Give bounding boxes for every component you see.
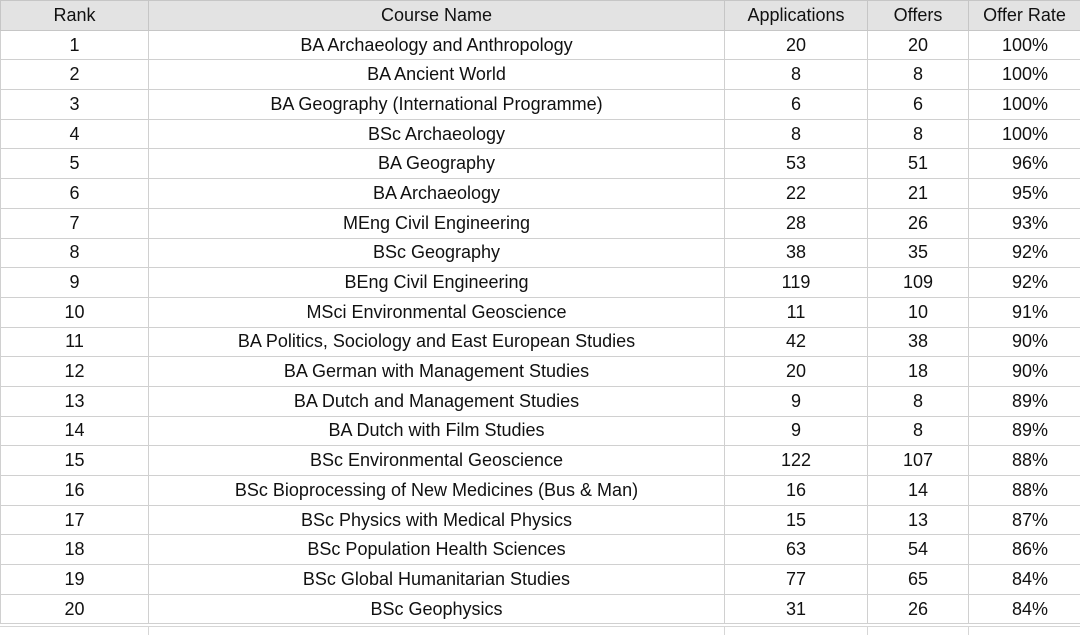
cell-offers[interactable]: 109 xyxy=(868,268,969,298)
cell-rank[interactable]: 7 xyxy=(1,208,149,238)
cell-course-name[interactable]: BA Geography (International Programme) xyxy=(149,90,725,120)
cell-applications[interactable]: 20 xyxy=(725,30,868,60)
cell-offers[interactable]: 26 xyxy=(868,208,969,238)
cell-applications[interactable]: 31 xyxy=(725,594,868,624)
table-row xyxy=(1,357,1080,387)
header-applications[interactable]: Applications xyxy=(725,1,868,31)
cell-rank[interactable]: 16 xyxy=(1,476,149,506)
cell-applications[interactable]: 122 xyxy=(725,446,868,476)
header-offers[interactable]: Offers xyxy=(868,1,969,31)
table-row xyxy=(1,476,1080,506)
table-row xyxy=(1,505,1080,535)
cell-offers[interactable]: 8 xyxy=(868,386,969,416)
cell-offer-rate[interactable]: 87% xyxy=(969,505,1080,535)
table-row xyxy=(1,149,1080,179)
cell-rank[interactable]: 9 xyxy=(1,268,149,298)
header-row xyxy=(1,1,1080,31)
cell-applications[interactable]: 38 xyxy=(725,238,868,268)
cell-offer-rate[interactable]: 91% xyxy=(969,297,1080,327)
cell-applications[interactable]: 15 xyxy=(725,505,868,535)
cell-applications[interactable]: 53 xyxy=(725,149,868,179)
cell-rank[interactable]: 15 xyxy=(1,446,149,476)
cell-applications[interactable]: 42 xyxy=(725,327,868,357)
cell-course-name[interactable]: BA Archaeology and Anthropology xyxy=(149,30,725,60)
cell-rank[interactable]: 20 xyxy=(1,594,149,624)
cell-offers[interactable]: 54 xyxy=(868,535,969,565)
cell-offer-rate[interactable]: 88% xyxy=(969,476,1080,506)
cell-offer-rate[interactable]: 100% xyxy=(969,60,1080,90)
cell-offers[interactable]: 21 xyxy=(868,179,969,209)
cell-offers[interactable]: 51 xyxy=(868,149,969,179)
cell-course-name[interactable]: BA Geography xyxy=(149,149,725,179)
table-row xyxy=(1,238,1080,268)
cell-course-name[interactable]: BSc Physics with Medical Physics xyxy=(149,505,725,535)
cell-course-name[interactable]: BSc Global Humanitarian Studies xyxy=(149,565,725,595)
table-row xyxy=(1,535,1080,565)
table-row xyxy=(1,268,1080,298)
cell-offer-rate[interactable]: 90% xyxy=(969,357,1080,387)
cell-offers[interactable]: 18 xyxy=(868,357,969,387)
table-body xyxy=(1,30,1080,624)
cell-offer-rate[interactable]: 88% xyxy=(969,446,1080,476)
table-row xyxy=(1,594,1080,624)
cell-rank[interactable]: 12 xyxy=(1,357,149,387)
cell-offer-rate[interactable]: 100% xyxy=(969,119,1080,149)
cell-offers[interactable]: 13 xyxy=(868,505,969,535)
cell-rank[interactable]: 5 xyxy=(1,149,149,179)
cell-rank[interactable]: 6 xyxy=(1,179,149,209)
header-offer-rate[interactable]: Offer Rate xyxy=(969,1,1080,31)
cell-applications[interactable]: 16 xyxy=(725,476,868,506)
cell-offers[interactable]: 10 xyxy=(868,297,969,327)
cell-course-name[interactable]: BSc Bioprocessing of New Medicines (Bus & Man) xyxy=(149,476,725,506)
cell-offer-rate[interactable]: 86% xyxy=(969,535,1080,565)
cell-applications[interactable]: 28 xyxy=(725,208,868,238)
table-row xyxy=(1,386,1080,416)
cell-applications[interactable]: 63 xyxy=(725,535,868,565)
header-rank[interactable]: Rank xyxy=(1,1,149,31)
cell-offers[interactable]: 8 xyxy=(868,119,969,149)
cell-offers[interactable]: 14 xyxy=(868,476,969,506)
cell-offers[interactable]: 8 xyxy=(868,416,969,446)
cell-course-name[interactable]: BSc Archaeology xyxy=(149,119,725,149)
cell-rank[interactable]: 18 xyxy=(1,535,149,565)
cell-rank[interactable]: 2 xyxy=(1,60,149,90)
cell-offer-rate[interactable]: 89% xyxy=(969,386,1080,416)
cell-offer-rate[interactable]: 100% xyxy=(969,30,1080,60)
cell-offer-rate[interactable]: 92% xyxy=(969,238,1080,268)
cell-offers[interactable]: 8 xyxy=(868,60,969,90)
cell-offer-rate[interactable]: 92% xyxy=(969,268,1080,298)
table-row xyxy=(1,179,1080,209)
cell-rank[interactable]: 17 xyxy=(1,505,149,535)
cell-course-name[interactable]: BA Ancient World xyxy=(149,60,725,90)
table-row xyxy=(1,30,1080,60)
table-row xyxy=(1,297,1080,327)
cell-offer-rate[interactable]: 84% xyxy=(969,594,1080,624)
cell-course-name[interactable]: BA Dutch and Management Studies xyxy=(149,386,725,416)
cell-rank[interactable]: 10 xyxy=(1,297,149,327)
cell-offer-rate[interactable]: 100% xyxy=(969,90,1080,120)
cell-offers[interactable]: 107 xyxy=(868,446,969,476)
table-row xyxy=(1,119,1080,149)
table-row xyxy=(1,90,1080,120)
cell-applications[interactable]: 9 xyxy=(725,386,868,416)
cell-offer-rate[interactable]: 84% xyxy=(969,565,1080,595)
cell-rank[interactable]: 14 xyxy=(1,416,149,446)
table-header xyxy=(1,1,1080,31)
cell-applications[interactable]: 77 xyxy=(725,565,868,595)
cell-applications[interactable]: 6 xyxy=(725,90,868,120)
cell-course-name[interactable]: MSci Environmental Geoscience xyxy=(149,297,725,327)
table-row xyxy=(1,208,1080,238)
cell-offer-rate[interactable]: 96% xyxy=(969,149,1080,179)
cell-offer-rate[interactable]: 93% xyxy=(969,208,1080,238)
cell-rank[interactable]: 3 xyxy=(1,90,149,120)
cell-applications[interactable]: 119 xyxy=(725,268,868,298)
table-row xyxy=(1,416,1080,446)
cell-course-name[interactable]: BA Dutch with Film Studies xyxy=(149,416,725,446)
cell-course-name[interactable]: BSc Geophysics xyxy=(149,594,725,624)
cell-offers[interactable]: 20 xyxy=(868,30,969,60)
cell-rank[interactable]: 13 xyxy=(1,386,149,416)
cell-offers[interactable]: 65 xyxy=(868,565,969,595)
cell-applications[interactable]: 22 xyxy=(725,179,868,209)
cell-course-name[interactable]: BEng Civil Engineering xyxy=(149,268,725,298)
cell-course-name[interactable]: MEng Civil Engineering xyxy=(149,208,725,238)
cell-course-name[interactable]: BA German with Management Studies xyxy=(149,357,725,387)
cell-rank[interactable]: 4 xyxy=(1,119,149,149)
cell-rank[interactable]: 8 xyxy=(1,238,149,268)
cell-offer-rate[interactable]: 89% xyxy=(969,416,1080,446)
cell-offer-rate[interactable]: 90% xyxy=(969,327,1080,357)
table-row xyxy=(1,565,1080,595)
cell-course-name[interactable]: BSc Population Health Sciences xyxy=(149,535,725,565)
cell-applications[interactable]: 8 xyxy=(725,119,868,149)
table-row xyxy=(1,60,1080,90)
cell-course-name[interactable]: BA Archaeology xyxy=(149,179,725,209)
cell-offers[interactable]: 35 xyxy=(868,238,969,268)
cell-applications[interactable]: 9 xyxy=(725,416,868,446)
table-row xyxy=(1,446,1080,476)
cell-applications[interactable]: 11 xyxy=(725,297,868,327)
cell-applications[interactable]: 8 xyxy=(725,60,868,90)
cell-offers[interactable]: 38 xyxy=(868,327,969,357)
header-course-name[interactable]: Course Name xyxy=(149,1,725,31)
cell-rank[interactable]: 1 xyxy=(1,30,149,60)
cell-offers[interactable]: 26 xyxy=(868,594,969,624)
cell-offer-rate[interactable]: 95% xyxy=(969,179,1080,209)
cell-rank[interactable]: 11 xyxy=(1,327,149,357)
cell-rank[interactable]: 19 xyxy=(1,565,149,595)
cell-offers[interactable]: 6 xyxy=(868,90,969,120)
cell-course-name[interactable]: BSc Environmental Geoscience xyxy=(149,446,725,476)
cell-applications[interactable]: 20 xyxy=(725,357,868,387)
table-row xyxy=(1,327,1080,357)
cell-course-name[interactable]: BSc Geography xyxy=(149,238,725,268)
cell-course-name[interactable]: BA Politics, Sociology and East European Studies xyxy=(149,327,725,357)
